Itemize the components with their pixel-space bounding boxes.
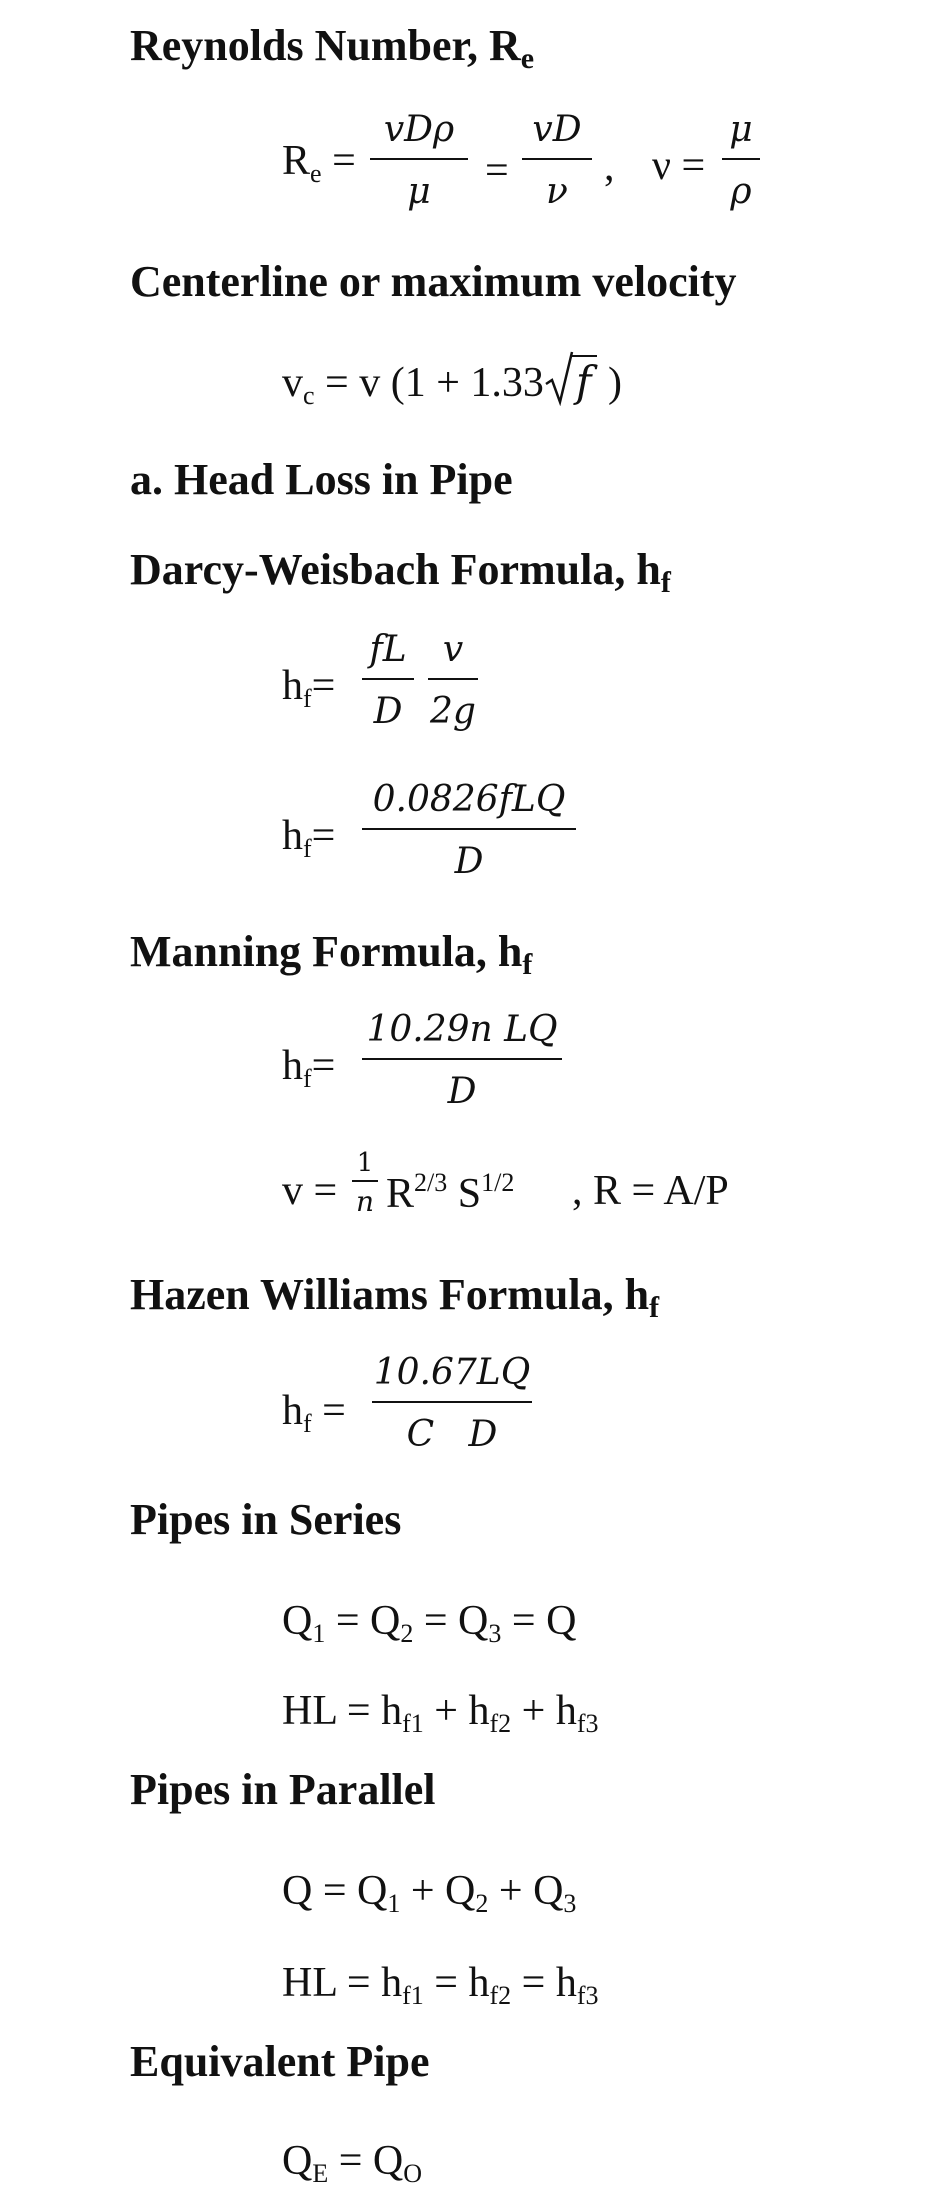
nu-equals: ν = [652, 143, 706, 189]
fraction-bar [522, 158, 592, 160]
h-term: HL = h [282, 1688, 403, 1734]
heading-centerline-velocity: Centerline or maximum velocity [130, 257, 737, 306]
vc-symbol: v [282, 360, 303, 406]
subscript: 2 [400, 1619, 414, 1648]
heading-subscript: f [522, 948, 533, 981]
fraction-10.29nlq-over-d [362, 1009, 562, 1112]
subscript: f1 [402, 1981, 424, 2010]
hf-lhs [282, 1390, 346, 1437]
fraction-0.0826flq-over-d [362, 779, 576, 882]
fraction-v-over-2g [428, 629, 478, 732]
subscript: f2 [489, 1981, 512, 2010]
denominator: ν [546, 171, 568, 212]
heading-equivalent-pipe: Equivalent Pipe [130, 2037, 430, 2086]
equals-sign: = [311, 663, 336, 709]
denominator: D [454, 841, 484, 882]
series-headloss-equation [282, 1690, 599, 1737]
equals-sign: = [332, 138, 356, 184]
re-symbol: R [282, 138, 311, 184]
h-subscript: f [303, 1409, 312, 1438]
heading-subscript: f [649, 1291, 660, 1324]
fraction-1-over-n [352, 1150, 378, 1216]
heading-darcy-weisbach [130, 545, 671, 599]
h-term: + h [423, 1688, 490, 1734]
numerator: fL [369, 629, 407, 670]
v-equals: v = [282, 1168, 338, 1214]
comma: , [604, 144, 615, 190]
fraction-vd-over-nu [522, 109, 592, 212]
radical-sign-icon [544, 350, 574, 406]
re-subscript: e [310, 159, 322, 188]
hf-lhs [282, 665, 335, 712]
denominator: C D [406, 1414, 498, 1455]
q-term: = Q [413, 1598, 489, 1644]
vc-subscript: c [303, 381, 315, 410]
equals-sign: = [485, 148, 509, 194]
denominator: D [447, 1071, 477, 1112]
numerator: μ [729, 109, 753, 150]
centerline-equation [282, 357, 622, 410]
radicand: f [572, 355, 598, 403]
fraction-bar [370, 158, 468, 160]
q-term: Q [282, 2138, 313, 2184]
fraction-bar [362, 678, 414, 680]
q-term: = Q [328, 2138, 404, 2184]
r-symbol: R [386, 1171, 415, 1217]
heading-text: Hazen Williams Formula, h [130, 1270, 650, 1319]
heading-text: Manning Formula, h [130, 927, 523, 976]
fraction-bar [722, 158, 760, 160]
subscript: 1 [312, 1619, 326, 1648]
heading-text: Darcy-Weisbach Formula, h [130, 545, 661, 594]
numerator: vDρ [383, 109, 455, 150]
q-term: + Q [400, 1868, 476, 1914]
h-symbol: h [282, 1388, 303, 1434]
equals-sign: = [322, 1388, 346, 1434]
h-symbol: h [282, 813, 303, 859]
subscript: 3 [488, 1619, 502, 1648]
hf-lhs [282, 1045, 335, 1092]
h-term: HL = h [282, 1960, 403, 2006]
numerator: 1 [356, 1148, 374, 1178]
heading-subscript: f [660, 566, 671, 599]
parallel-headloss-equation [282, 1962, 599, 2009]
subscript: O [403, 2159, 423, 2188]
h-term: + h [511, 1688, 577, 1734]
h-term: = h [423, 1960, 490, 2006]
h-term: = h [511, 1960, 577, 2006]
subscript: f3 [576, 1709, 599, 1738]
equals-sign: = [311, 1043, 336, 1089]
fraction-vdrho-over-mu [370, 109, 468, 212]
h-symbol: h [282, 663, 303, 709]
hydraulic-radius-definition: , R = A/P [572, 1168, 729, 1214]
heading-hazen-williams [130, 1270, 660, 1324]
q-term: = Q [501, 1598, 577, 1644]
fraction-bar [372, 1401, 532, 1403]
h-subscript: f [303, 834, 312, 863]
fraction-bar [428, 678, 478, 680]
subscript: f2 [489, 1709, 512, 1738]
manning-rs-term [386, 1170, 514, 1215]
numerator: v [442, 629, 464, 670]
square-root [544, 357, 598, 406]
fraction-bar [362, 1058, 562, 1060]
denominator: n [355, 1185, 375, 1218]
fraction-bar [352, 1180, 378, 1182]
numerator: vD [532, 109, 582, 150]
equals-sign: = [311, 813, 336, 859]
denominator: μ [407, 171, 431, 212]
heading-manning [130, 927, 533, 981]
fraction-10.67lq-over-cd [372, 1352, 532, 1455]
heading-reynolds-number [130, 21, 535, 75]
h-subscript: f [303, 1064, 312, 1093]
subscript: 1 [387, 1889, 401, 1918]
numerator: 10.67LQ [373, 1352, 531, 1393]
heading-pipes-in-series: Pipes in Series [130, 1495, 402, 1544]
heading-pipes-in-parallel: Pipes in Parallel [130, 1765, 436, 1814]
denominator: 2g [430, 691, 476, 732]
fraction-fl-over-d [362, 629, 414, 732]
parallel-flow-equation [282, 1870, 576, 1917]
rhs-part-a: = v (1 + 1.33 [314, 360, 544, 406]
heading-text: Reynolds Number, R [130, 21, 521, 70]
series-flow-equation [282, 1600, 576, 1647]
q-term: = Q [325, 1598, 401, 1644]
hf-lhs [282, 815, 335, 862]
numerator: 10.29n LQ [366, 1009, 558, 1050]
h-symbol: h [282, 1043, 303, 1089]
q-term: Q = Q [282, 1868, 388, 1914]
subscript: 2 [475, 1889, 489, 1918]
subscript: 3 [563, 1889, 577, 1918]
s-symbol: S [447, 1171, 482, 1217]
q-term: Q [282, 1598, 313, 1644]
denominator: ρ [730, 171, 752, 212]
rhs-part-b: ) [597, 360, 622, 406]
numerator: 0.0826fLQ [372, 779, 566, 820]
heading-subscript: e [520, 42, 535, 75]
q-term: + Q [488, 1868, 564, 1914]
fraction-mu-over-rho [722, 109, 760, 212]
subscript: E [312, 2159, 329, 2188]
subscript: f3 [576, 1981, 599, 2010]
fraction-bar [362, 828, 576, 830]
h-subscript: f [303, 684, 312, 713]
subscript: f1 [402, 1709, 424, 1738]
r-exponent: 2/3 [414, 1168, 448, 1197]
heading-head-loss: a. Head Loss in Pipe [130, 455, 513, 504]
s-exponent: 1/2 [481, 1168, 515, 1197]
equivalent-pipe-equation [282, 2140, 422, 2187]
denominator: D [373, 691, 403, 732]
re-lhs [282, 140, 356, 187]
